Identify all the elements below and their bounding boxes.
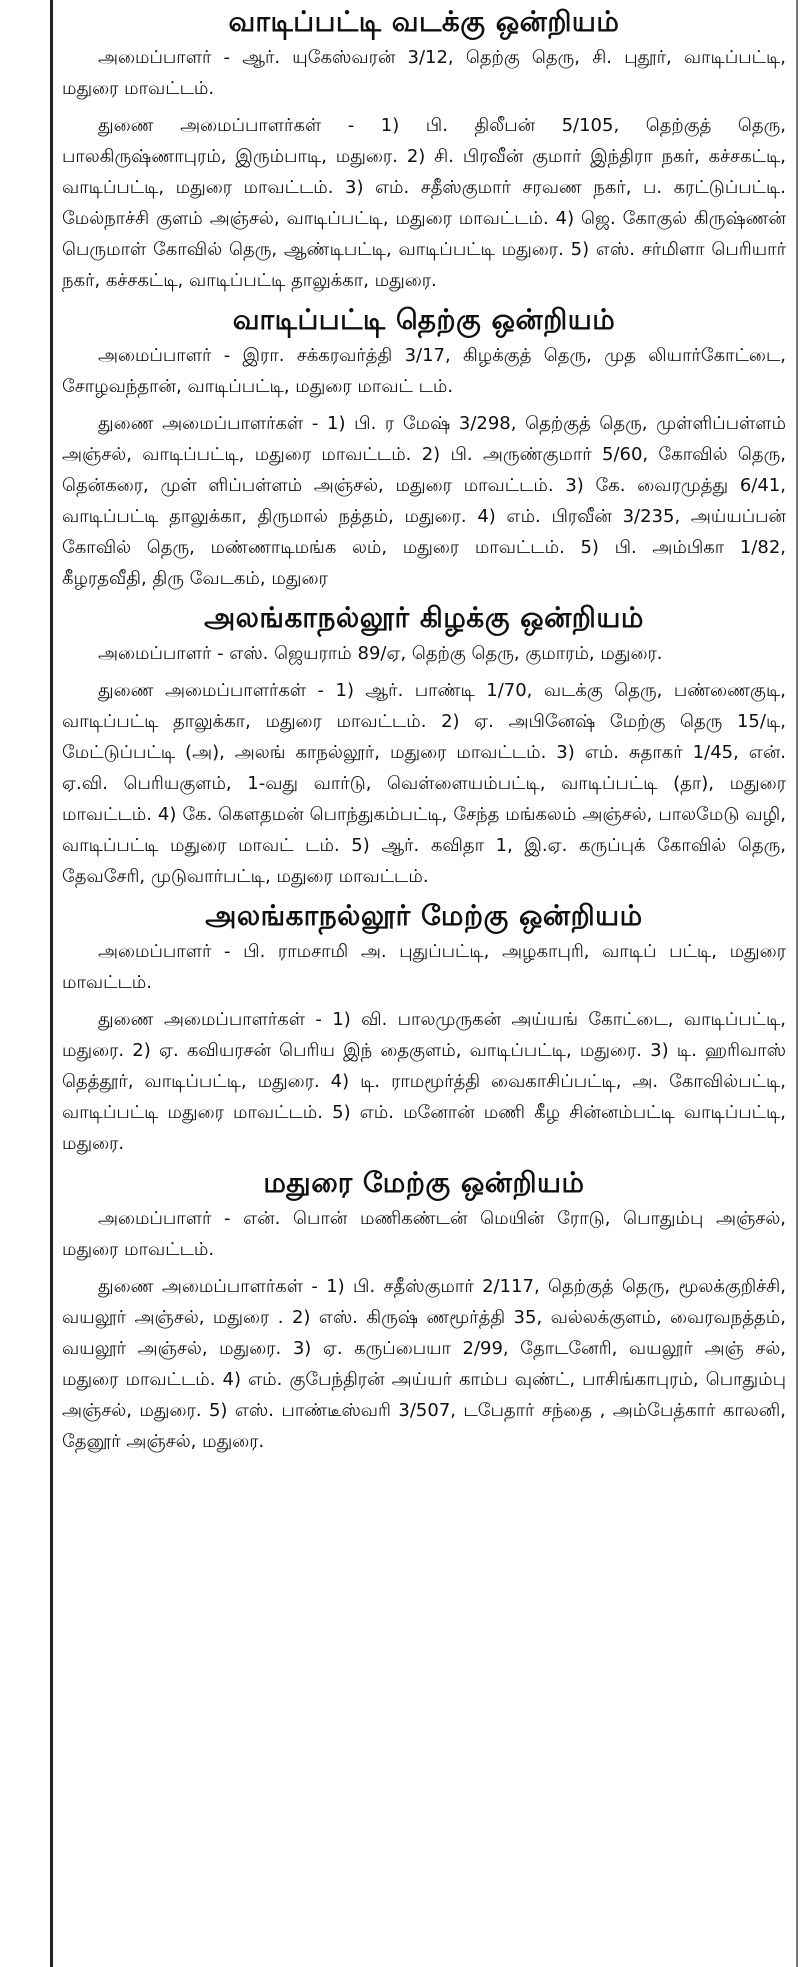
section-vadipatti-north (62, 4, 786, 296)
organizer-paragraph: அமைப்பாளர் - இரா. சக்கரவர்த்தி 3/17, கிழக்குத் தெரு, முத லியார்கோட்டை, சோழவந்தான், வாடிப்பட்டி, மதுரை மாவட் டம். (62, 345, 786, 397)
column-rule-left (50, 0, 53, 1967)
deputies-paragraph: துணை அமைப்பாளர்கள் - 1) பி. சதீஸ்குமார் 2/117, தெற்குத் தெரு, மூலக்குறிச்சி, வயலூர் அஞ்சல், மதுரை . 2) எஸ். கிருஷ் ணமூர்த்தி 35, வல்லக்குளம், வைரவநத்தம், வயலூர் அஞ்சல், மதுரை. 3) ஏ. கருப்பையா 2/99, தோடனேரி, வயலூர் அஞ் சல், மதுரை மாவட்டம். 4) எம். குபேந்திரன் அய்யர் காம்ப வுண்ட், பாசிங்காபுரம், பொதும்பு அஞ்சல், மதுரை. 5) எஸ். பாண்டீஸ்வரி 3/507, டபேதார் சந்தை , அம்பேத்கார் காலனி, தேனூர் அஞ்சல், மதுரை. (62, 1276, 786, 1452)
section-heading: மதுரை மேற்கு ஒன்றியம் (263, 1166, 585, 1199)
deputies-paragraph: துணை அமைப்பாளர்கள் - 1) பி. திலீபன் 5/105, தெற்குத் தெரு, பாலகிருஷ்ணாபுரம், இரும்பாடி, மதுரை. 2) சி. பிரவீன் குமார் இந்திரா நகர், கச்சகட்டி, வாடிப்பட்டி, மதுரை மாவட்டம். 3) எம். சதீஸ்குமார் சரவண நகர், ப. கரட்டுப்பட்டி. மேல்நாச்சி குளம் அஞ்சல், வாடிப்பட்டி, மதுரை மாவட்டம். 4) ஜெ. கோகுல் கிருஷ்ணன் பெருமாள் கோவில் தெரு, ஆண்டிபட்டி, வாடிப்பட்டி மதுரை. 5) எஸ். சர்மிளா பெரியார் நகர், கச்சகட்டி, வாடிப்பட்டி தாலுக்கா, மதுரை. (62, 115, 786, 291)
column-rule-right (796, 0, 798, 1967)
section-alanganallur-west (62, 898, 786, 1159)
organizer-paragraph: அமைப்பாளர் - என். பொன் மணிகண்டன் மெயின் ரோடு, பொதும்பு அஞ்சல், மதுரை மாவட்டம். (62, 1208, 786, 1260)
section-heading: அலங்காநல்லூர் கிழக்கு ஒன்றியம் (204, 601, 644, 634)
deputies-paragraph: துணை அமைப்பாளர்கள் - 1) ஆர். பாண்டி 1/70, வடக்கு தெரு, பண்ணைகுடி, வாடிப்பட்டி தாலுக்கா, மதுரை மாவட்டம். 2) ஏ. அபினேஷ் மேற்கு தெரு 15/டி, மேட்டுப்பட்டி (அ), அலங் காநல்லூர், மதுரை மாவட்டம். 3) எம். சுதாகர் 1/45, என். ஏ.வி. பெரியகுளம், 1-வது வார்டு, வெள்ளையம்பட்டி, வாடிப்பட்டி (தா), மதுரை மாவட்டம். 4) கே. கௌதமன் பொந்துகம்பட்டி, சேந்த மங்கலம் அஞ்சல், பாலமேடு வழி, வாடிப்பட்டி மதுரை மாவட் டம். 5) ஆர். கவிதா 1, இ.ஏ. கருப்புக் கோவில் தெரு, தேவசேரி, முடுவார்பட்டி, மதுரை மாவட்டம். (62, 680, 787, 887)
organizer-paragraph: அமைப்பாளர் - எஸ். ஜெயராம் 89/ஏ, தெற்கு தெரு, குமாரம், மதுரை. (98, 643, 663, 664)
section-vadipatti-south (62, 302, 786, 594)
organizer-paragraph: அமைப்பாளர் - ஆர். யுகேஸ்வரன் 3/12, தெற்கு தெரு, சி. புதூர், வாடிப்பட்டி, மதுரை மாவட்டம். (62, 47, 786, 99)
section-alanganallur-east (62, 600, 786, 892)
section-heading: வாடிப்பட்டி வடக்கு ஒன்றியம் (228, 5, 620, 38)
organizer-paragraph: அமைப்பாளர் - பி. ராமசாமி அ. புதுப்பட்டி, அழகாபுரி, வாடிப் பட்டி, மதுரை மாவட்டம். (62, 941, 786, 993)
section-heading: வாடிப்பட்டி தெற்கு ஒன்றியம் (232, 303, 616, 336)
deputies-paragraph: துணை அமைப்பாளர்கள் - 1) வி. பாலமுருகன் அய்யங் கோட்டை, வாடிப்பட்டி, மதுரை. 2) ஏ. கவியரசன் பெரிய இந் தைகுளம், வாடிப்பட்டி, மதுரை. 3) டி. ஹரிவாஸ் தெத்தூர், வாடிப்பட்டி, மதுரை. 4) டி. ராமமூர்த்தி வைகாசிப்பட்டி, அ. கோவில்பட்டி, வாடிப்பட்டி மதுரை மாவட்டம். 5) எம். மனோன் மணி கீழ சின்னம்பட்டி வாடிப்பட்டி, மதுரை. (62, 1009, 786, 1154)
section-madurai-west (62, 1165, 786, 1457)
deputies-paragraph: துணை அமைப்பாளர்கள் - 1) பி. ர மேஷ் 3/298, தெற்குத் தெரு, முள்ளிப்பள்ளம் அஞ்சல், வாடிப்பட்டி, மதுரை மாவட்டம். 2) பி. அருண்குமார் 5/60, கோவில் தெரு, தென்கரை, முள் ளிப்பள்ளம் அஞ்சல், மதுரை மாவட்டம். 3) கே. வைரமுத்து 6/41, வாடிப்பட்டி தாலுக்கா, திருமால் நத்தம், மதுரை. 4) எம். பிரவீன் 3/235, அய்யப்பன் கோவில் தெரு, மண்ணாடிமங்க லம், மதுரை மாவட்டம். 5) பி. அம்பிகா 1/82, கீழரதவீதி, திரு வேடகம், மதுரை (62, 413, 786, 589)
section-heading: அலங்காநல்லூர் மேற்கு ஒன்றியம் (205, 899, 643, 932)
